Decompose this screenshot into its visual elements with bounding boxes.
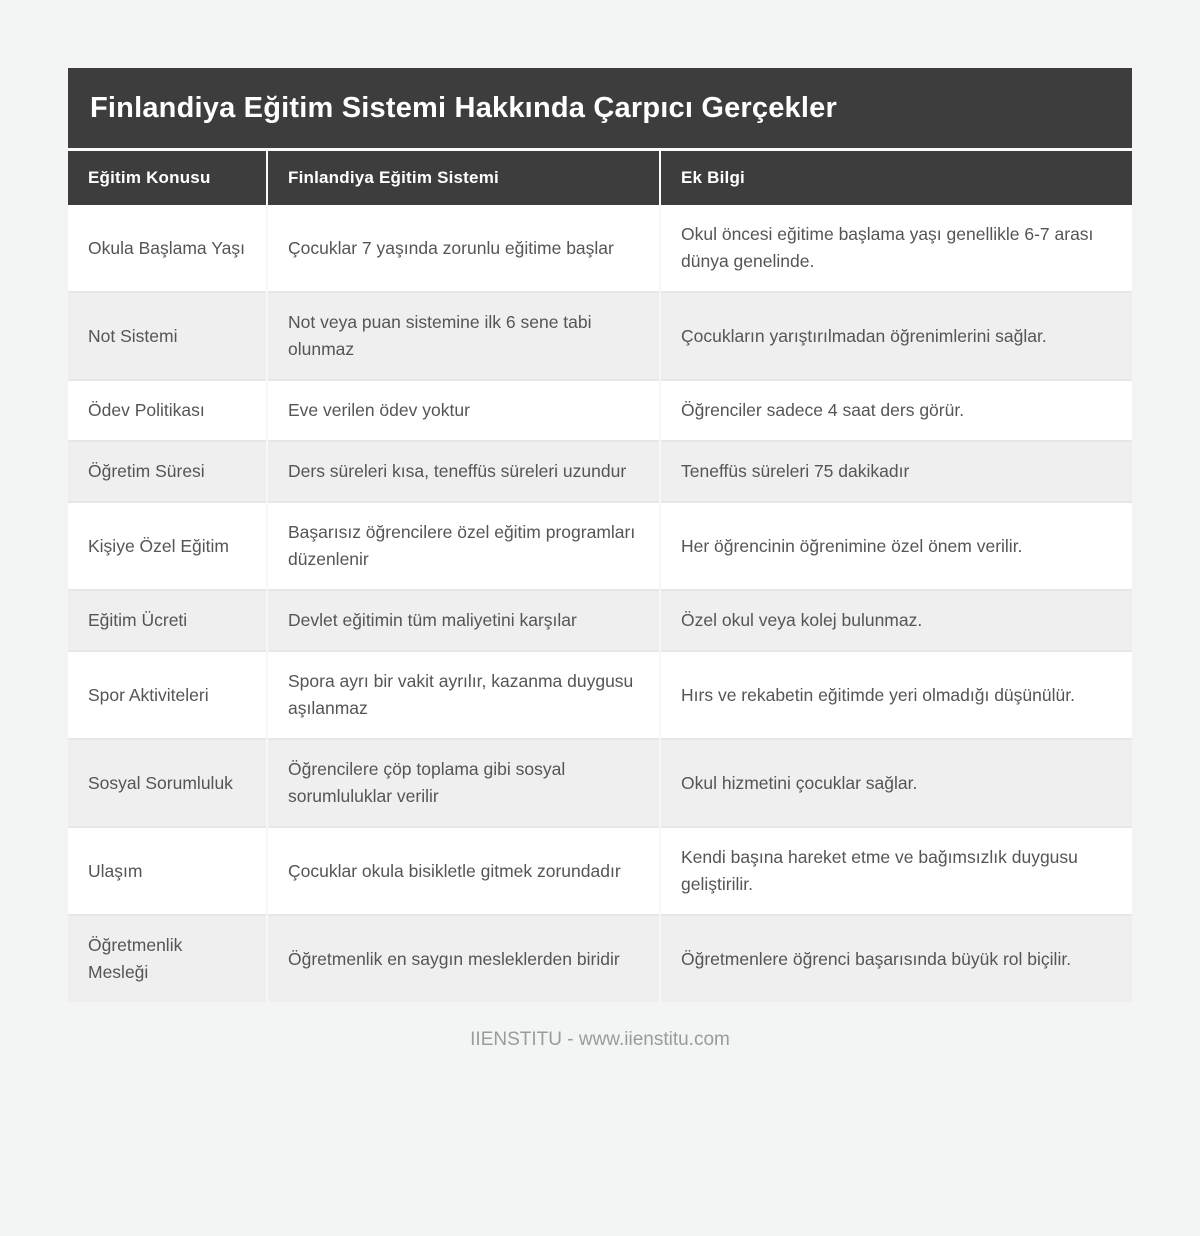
topic-cell: Öğretim Süresi [68,441,267,502]
table-row [68,292,1132,380]
system-cell: Spora ayrı bir vakit ayrılır, kazanma duygusu aşılanmaz [267,651,660,739]
extra-cell: Her öğrencinin öğrenimine özel önem verilir. [660,502,1132,590]
system-cell: Çocuklar okula bisikletle gitmek zorundadır [267,827,660,915]
system-cell: Öğrencilere çöp toplama gibi sosyal sorumluluklar verilir [267,739,660,827]
infographic-card [68,68,1132,1002]
topic-cell: Eğitim Ücreti [68,590,267,651]
table-row [68,651,1132,739]
table-row [68,441,1132,502]
table-body [68,205,1132,1002]
table-row [68,827,1132,915]
system-cell: Not veya puan sistemine ilk 6 sene tabi olunmaz [267,292,660,380]
extra-cell: Özel okul veya kolej bulunmaz. [660,590,1132,651]
system-cell: Çocuklar 7 yaşında zorunlu eğitime başlar [267,205,660,292]
page-title: Finlandiya Eğitim Sistemi Hakkında Çarpıcı Gerçekler [68,68,1132,151]
table-row [68,915,1132,1002]
extra-cell: Teneffüs süreleri 75 dakikadır [660,441,1132,502]
extra-cell: Hırs ve rekabetin eğitimde yeri olmadığı düşünülür. [660,651,1132,739]
table-row [68,380,1132,441]
extra-cell: Öğrenciler sadece 4 saat ders görür. [660,380,1132,441]
topic-cell: Öğretmenlik Mesleği [68,915,267,1002]
table-row [68,590,1132,651]
extra-cell: Okul hizmetini çocuklar sağlar. [660,739,1132,827]
topic-cell: Kişiye Özel Eğitim [68,502,267,590]
topic-cell: Ulaşım [68,827,267,915]
extra-cell: Kendi başına hareket etme ve bağımsızlık duygusu geliştirilir. [660,827,1132,915]
facts-table [68,151,1132,1002]
column-header-system: Finlandiya Eğitim Sistemi [267,151,660,205]
header-row [68,151,1132,205]
topic-cell: Okula Başlama Yaşı [68,205,267,292]
system-cell: Ders süreleri kısa, teneffüs süreleri uzundur [267,441,660,502]
extra-cell: Çocukların yarıştırılmadan öğrenimlerini sağlar. [660,292,1132,380]
table-row [68,502,1132,590]
footer-credit: IIENSTITU - www.iienstitu.com [470,1029,730,1050]
extra-cell: Öğretmenlere öğrenci başarısında büyük rol biçilir. [660,915,1132,1002]
column-header-topic: Eğitim Konusu [68,151,267,205]
topic-cell: Not Sistemi [68,292,267,380]
system-cell: Eve verilen ödev yoktur [267,380,660,441]
system-cell: Başarısız öğrencilere özel eğitim programları düzenlenir [267,502,660,590]
system-cell: Öğretmenlik en saygın mesleklerden biridir [267,915,660,1002]
table-row [68,739,1132,827]
column-header-extra: Ek Bilgi [660,151,1132,205]
page [0,68,1200,1236]
table-row [68,205,1132,292]
system-cell: Devlet eğitimin tüm maliyetini karşılar [267,590,660,651]
topic-cell: Ödev Politikası [68,380,267,441]
topic-cell: Spor Aktiviteleri [68,651,267,739]
table-header [68,151,1132,205]
extra-cell: Okul öncesi eğitime başlama yaşı genellikle 6-7 arası dünya genelinde. [660,205,1132,292]
topic-cell: Sosyal Sorumluluk [68,739,267,827]
